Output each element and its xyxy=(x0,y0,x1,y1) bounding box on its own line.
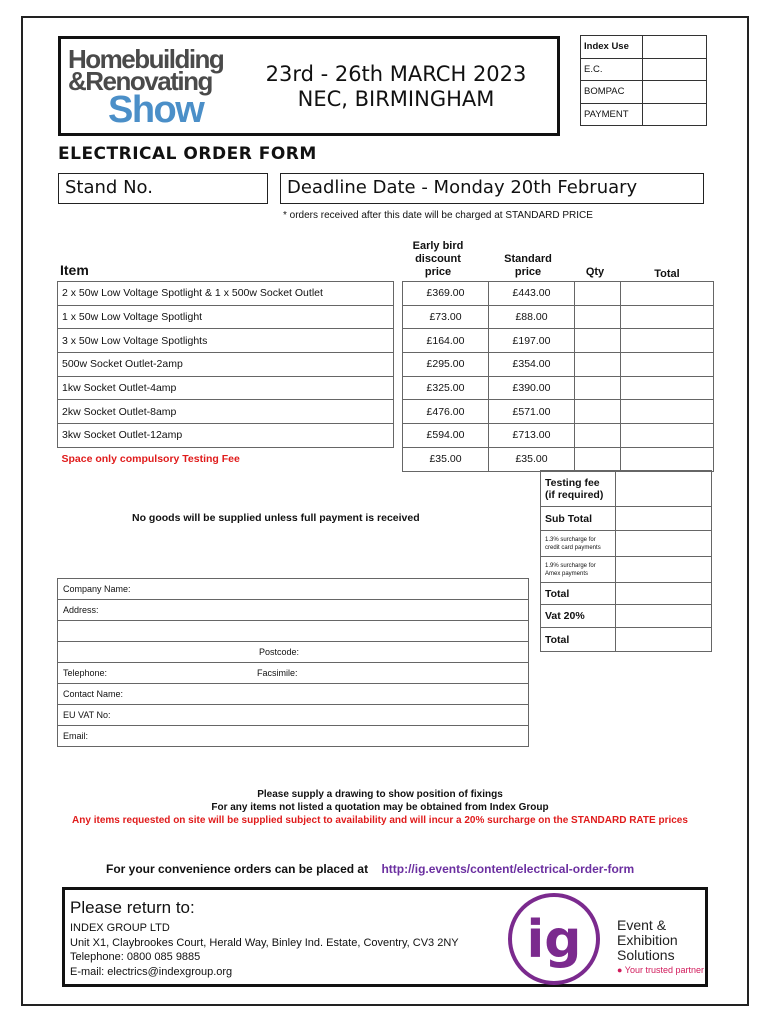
testing-fee-line: (if required) xyxy=(545,488,604,501)
index-use-bompac: BOMPAC xyxy=(581,81,643,104)
amex-surcharge-line: 1.9% surcharge for xyxy=(545,562,596,569)
total-field[interactable] xyxy=(621,329,714,353)
column-standard xyxy=(485,253,571,279)
table-row xyxy=(58,376,714,400)
drawing-note: Please supply a drawing to show position of fixings xyxy=(257,789,503,800)
sub-total-label: Sub Total xyxy=(541,507,616,531)
quotation-note: For any items not listed a quotation may be obtained from Index Group xyxy=(211,802,549,813)
testing-fee-value[interactable] xyxy=(616,471,712,507)
item-name: 1kw Socket Outlet-4amp xyxy=(58,376,394,400)
sub-total-value[interactable] xyxy=(616,507,712,531)
event-venue: NEC, BIRMINGHAM xyxy=(297,87,495,111)
cc-surcharge-line: 1.3% surcharge for xyxy=(545,536,596,543)
total-field[interactable] xyxy=(621,353,714,377)
column-early-bird xyxy=(396,240,480,279)
logo-line-2: &Renovating xyxy=(68,66,212,96)
qty-field[interactable] xyxy=(575,400,621,424)
total-field[interactable] xyxy=(621,400,714,424)
table-row xyxy=(58,329,714,353)
table-row xyxy=(58,353,714,377)
index-use-table xyxy=(580,35,707,126)
company-details-table xyxy=(57,578,529,747)
ig-line: Exhibition xyxy=(617,932,678,948)
index-use-title: Index Use xyxy=(581,36,643,59)
qty-field[interactable] xyxy=(575,329,621,353)
column-standard-line: price xyxy=(514,266,542,278)
return-company: INDEX GROUP LTD xyxy=(70,922,170,934)
telephone-row[interactable] xyxy=(58,663,529,684)
vat-label: Vat 20% xyxy=(541,605,616,628)
order-form-link[interactable]: http://ig.events/content/electrical-order-form xyxy=(381,862,635,876)
standard-price: £88.00 xyxy=(489,305,575,329)
grand-total-label: Total xyxy=(541,628,616,652)
index-use-ec: E.C. xyxy=(581,58,643,81)
item-name: 3 x 50w Low Voltage Spotlights xyxy=(58,329,394,353)
amex-surcharge-value[interactable] xyxy=(616,557,712,583)
column-early-bird-line: Early bird xyxy=(412,240,464,252)
item-name: 500w Socket Outlet-2amp xyxy=(58,353,394,377)
qty-field[interactable] xyxy=(575,353,621,377)
early-price: £369.00 xyxy=(403,282,489,306)
ig-tagline xyxy=(617,965,704,975)
standard-price: £390.00 xyxy=(489,376,575,400)
logo-line-3: Show xyxy=(108,89,204,131)
table-row xyxy=(58,400,714,424)
table-row xyxy=(58,305,714,329)
testing-fee-line: Testing fee xyxy=(545,476,600,489)
total-label: Total xyxy=(541,583,616,605)
show-logo xyxy=(68,44,228,131)
early-price: £35.00 xyxy=(403,447,489,471)
vat-value[interactable] xyxy=(616,605,712,628)
early-price: £594.00 xyxy=(403,424,489,448)
standard-price: £571.00 xyxy=(489,400,575,424)
item-name: 2kw Socket Outlet-8amp xyxy=(58,400,394,424)
column-qty: Qty xyxy=(585,266,605,278)
early-price: £164.00 xyxy=(403,329,489,353)
ig-line: Event & xyxy=(617,917,667,933)
price-table xyxy=(57,281,714,472)
convenience-line xyxy=(106,862,634,876)
qty-field[interactable] xyxy=(575,282,621,306)
item-name-testing-fee: Space only compulsory Testing Fee xyxy=(61,453,240,466)
postcode-row[interactable] xyxy=(58,642,529,663)
amex-surcharge-line: Amex payments xyxy=(545,570,589,577)
qty-field[interactable] xyxy=(575,447,621,471)
standard-price: £443.00 xyxy=(489,282,575,306)
column-early-bird-line: price xyxy=(424,266,452,278)
no-goods-notice: No goods will be supplied unless full payment is received xyxy=(132,512,420,524)
return-telephone: Telephone: 0800 085 9885 xyxy=(70,951,201,963)
early-price: £476.00 xyxy=(403,400,489,424)
total-field[interactable] xyxy=(621,447,714,471)
standard-price: £354.00 xyxy=(489,353,575,377)
total-field[interactable] xyxy=(621,282,714,306)
total-field[interactable] xyxy=(621,305,714,329)
totals-table xyxy=(540,470,712,652)
deadline-date: Deadline Date - Monday 20th February xyxy=(280,173,704,204)
cc-surcharge-line: credit card payments xyxy=(545,544,601,551)
ig-line: Solutions xyxy=(617,947,675,963)
facsimile-label: Facsimile: xyxy=(257,668,298,678)
qty-field[interactable] xyxy=(575,424,621,448)
deadline-note: * orders received after this date will be charged at STANDARD PRICE xyxy=(283,210,593,221)
logo-line-1: Homebuilding xyxy=(68,44,224,74)
standard-price: £35.00 xyxy=(489,447,575,471)
standard-price: £713.00 xyxy=(489,424,575,448)
early-price: £325.00 xyxy=(403,376,489,400)
cc-surcharge-value[interactable] xyxy=(616,531,712,557)
vat-number-field[interactable]: EU VAT No: xyxy=(58,705,529,726)
form-title: ELECTRICAL ORDER FORM xyxy=(58,144,317,164)
email-field[interactable]: Email: xyxy=(58,726,529,747)
index-use-ec-cell[interactable] xyxy=(643,58,707,81)
return-title: Please return to: xyxy=(70,898,195,917)
index-use-payment-cell[interactable] xyxy=(643,103,707,126)
standard-price: £197.00 xyxy=(489,329,575,353)
total-field[interactable] xyxy=(621,376,714,400)
return-address: Unit X1, Claybrookes Court, Herald Way, Binley Ind. Estate, Coventry, CV3 2NY xyxy=(70,937,459,949)
table-row xyxy=(58,447,714,471)
grand-total-value[interactable] xyxy=(616,628,712,652)
item-name: 1 x 50w Low Voltage Spotlight xyxy=(58,305,394,329)
event-dates: 23rd - 26th MARCH 2023 xyxy=(265,62,527,86)
return-email: E-mail: electrics@indexgroup.org xyxy=(70,966,233,978)
address-field-2[interactable] xyxy=(58,621,529,642)
amex-surcharge-label xyxy=(541,557,616,583)
qty-field[interactable] xyxy=(575,376,621,400)
postcode-label: Postcode: xyxy=(259,647,300,657)
company-name-field[interactable]: Company Name: xyxy=(58,579,529,600)
convenience-text: For your convenience orders can be placed at xyxy=(106,862,369,876)
stand-number-field[interactable]: Stand No. xyxy=(58,173,268,204)
column-total: Total xyxy=(654,268,680,280)
index-use-payment: PAYMENT xyxy=(581,103,643,126)
ig-letters: ig xyxy=(526,910,582,970)
early-price: £73.00 xyxy=(403,305,489,329)
check-circle-icon: ● xyxy=(617,965,625,975)
telephone-label: Telephone: xyxy=(63,668,108,678)
column-early-bird-line: discount xyxy=(415,253,461,265)
table-row xyxy=(58,424,714,448)
qty-field[interactable] xyxy=(575,305,621,329)
total-field[interactable] xyxy=(621,424,714,448)
cc-surcharge-label xyxy=(541,531,616,557)
surcharge-note: Any items requested on site will be supplied subject to availability and will incur a 20% surcharge on the STANDARD RATE prices xyxy=(72,815,688,826)
column-item: Item xyxy=(60,262,89,278)
index-use-bompac-cell[interactable] xyxy=(643,81,707,104)
item-name: 3kw Socket Outlet-12amp xyxy=(58,424,394,448)
item-name: 2 x 50w Low Voltage Spotlight & 1 x 500w Socket Outlet xyxy=(58,282,394,306)
early-price: £295.00 xyxy=(403,353,489,377)
address-field[interactable]: Address: xyxy=(58,600,529,621)
column-standard-line: Standard xyxy=(504,253,552,265)
index-use-cell[interactable] xyxy=(643,36,707,59)
total-value[interactable] xyxy=(616,583,712,605)
ig-tagline-text: Your trusted partner xyxy=(624,965,704,975)
testing-fee-label xyxy=(541,471,616,507)
contact-name-field[interactable]: Contact Name: xyxy=(58,684,529,705)
table-row xyxy=(58,282,714,306)
ig-company-text xyxy=(617,918,678,963)
